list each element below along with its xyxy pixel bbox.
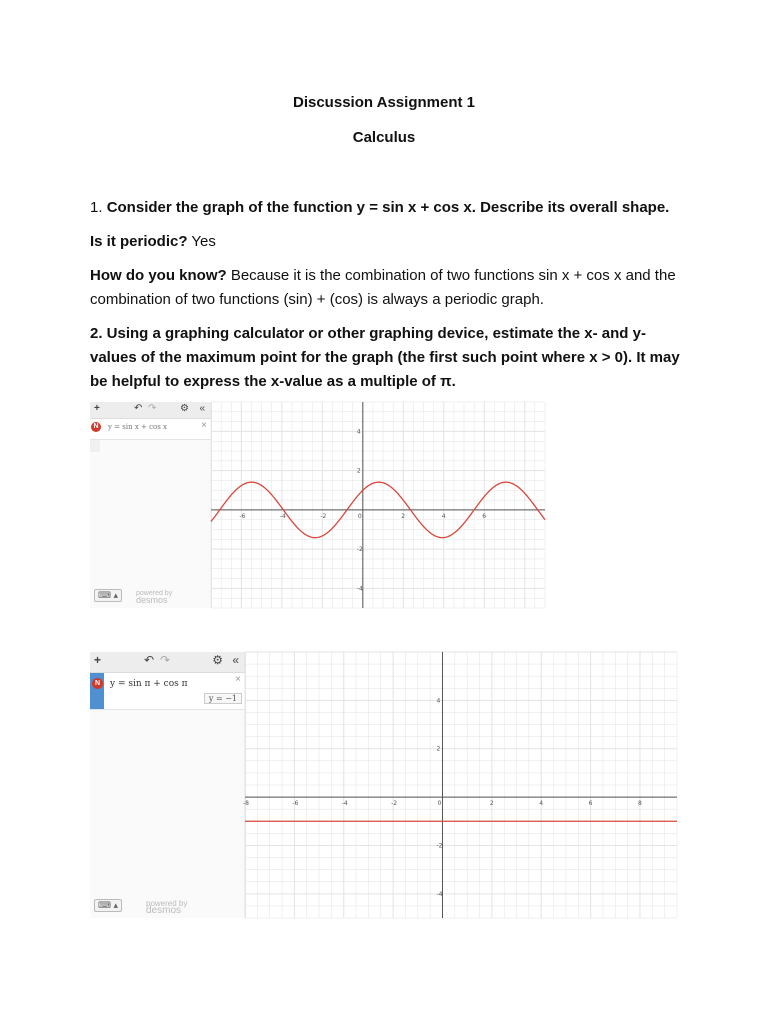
- desmos-brand-2: [146, 900, 187, 914]
- close-icon[interactable]: ×: [235, 674, 241, 685]
- gear-icon[interactable]: ⚙: [180, 403, 189, 414]
- x-tick-label: 0: [437, 800, 442, 808]
- question-1-text: Consider the graph of the function y = sin x + cos x. Describe its overall shape.: [106, 199, 670, 216]
- expression-input[interactable]: y = sin x + cos x: [108, 423, 167, 431]
- how-answer: Because it is the combination of two functions sin x + cos x and the combination of two functions (sin) + (cos) is always a periodic graph.: [90, 267, 676, 308]
- y-tick-label: 2: [356, 467, 361, 475]
- graph-2-svg[interactable]: [245, 652, 677, 918]
- periodic-question: Is it periodic?: [90, 233, 188, 250]
- brand-text: desmos: [136, 595, 168, 605]
- evaluation-result: y = −1: [204, 693, 242, 704]
- expression-tab[interactable]: [90, 419, 102, 439]
- x-tick-label: 6: [588, 800, 593, 808]
- graph-canvas-1[interactable]: [211, 402, 545, 608]
- brand-text: desmos: [146, 905, 182, 916]
- collapse-icon[interactable]: «: [199, 403, 205, 414]
- y-tick-label: 4: [356, 428, 361, 436]
- x-tick-label: 4: [441, 512, 446, 520]
- expression-panel: [90, 402, 212, 608]
- add-icon[interactable]: +: [94, 403, 100, 414]
- graph-1-svg[interactable]: [211, 402, 545, 608]
- x-tick-label: -2: [391, 800, 398, 808]
- desmos-function-icon: N: [92, 678, 103, 689]
- empty-expression-row[interactable]: [90, 440, 100, 452]
- how-question: How do you know?: [90, 267, 227, 284]
- page-subtitle: Calculus: [352, 129, 416, 146]
- x-tick-label: -6: [292, 800, 299, 808]
- undo-icon[interactable]: ↶: [144, 653, 155, 667]
- x-tick-label: 0: [357, 512, 362, 520]
- gear-icon[interactable]: ⚙: [212, 653, 223, 667]
- question-1-number: 1.: [90, 199, 103, 216]
- close-icon[interactable]: ×: [201, 420, 207, 431]
- desmos-graph-2: [90, 652, 677, 918]
- x-tick-label: 6: [482, 512, 487, 520]
- y-tick-label: -2: [356, 546, 363, 554]
- expression-panel-2: [90, 652, 246, 918]
- x-tick-label: -4: [279, 512, 286, 520]
- expression-row-2[interactable]: [90, 673, 245, 710]
- page-title: Discussion Assignment 1: [293, 94, 475, 111]
- question-2: 2. Using a graphing calculator or other graphing device, estimate the x- and y-values of the maximum point for the graph (the first such point where x > 0). It may be helpful to express the x-value as a multiple of π.: [90, 325, 680, 390]
- desmos-function-icon: N: [91, 422, 101, 432]
- x-tick-label: 4: [539, 800, 544, 808]
- periodic-line: [90, 230, 690, 254]
- periodic-answer: Yes: [191, 233, 216, 250]
- y-tick-label: -4: [356, 585, 363, 593]
- keyboard-toggle-button[interactable]: ⌨ ▴: [94, 899, 122, 912]
- x-tick-label: -6: [239, 512, 246, 520]
- collapse-icon[interactable]: «: [232, 653, 239, 667]
- brand-small-text: powered by: [136, 590, 173, 597]
- expression-tab-2[interactable]: [90, 673, 104, 709]
- how-line: [90, 264, 690, 312]
- x-tick-label: 8: [637, 800, 642, 808]
- y-tick-label: 2: [436, 745, 441, 753]
- brand-small-text: powered by: [146, 899, 188, 908]
- expression-row[interactable]: [90, 419, 211, 440]
- undo-icon[interactable]: ↶: [134, 403, 143, 414]
- keyboard-toggle-button[interactable]: ⌨ ▴: [94, 589, 122, 602]
- expression-toolbar-2: [90, 652, 245, 673]
- graph-canvas-2[interactable]: [245, 652, 677, 918]
- y-tick-label: -4: [436, 890, 443, 898]
- x-tick-label: -2: [320, 512, 327, 520]
- y-tick-label: 4: [436, 697, 441, 705]
- desmos-graph-1: [90, 402, 545, 608]
- y-tick-label: -2: [436, 842, 443, 850]
- question-1: [90, 196, 690, 220]
- x-tick-label: 2: [489, 800, 494, 808]
- redo-icon[interactable]: ↷: [148, 403, 157, 414]
- expression-toolbar: [90, 402, 211, 419]
- x-tick-label: -8: [243, 800, 249, 808]
- x-tick-label: 2: [401, 512, 406, 520]
- redo-icon[interactable]: ↷: [160, 653, 171, 667]
- desmos-brand: [136, 590, 172, 604]
- x-tick-label: -4: [341, 800, 348, 808]
- add-icon[interactable]: +: [94, 653, 102, 667]
- expression-input-2[interactable]: y = sin π + cos π: [110, 679, 188, 689]
